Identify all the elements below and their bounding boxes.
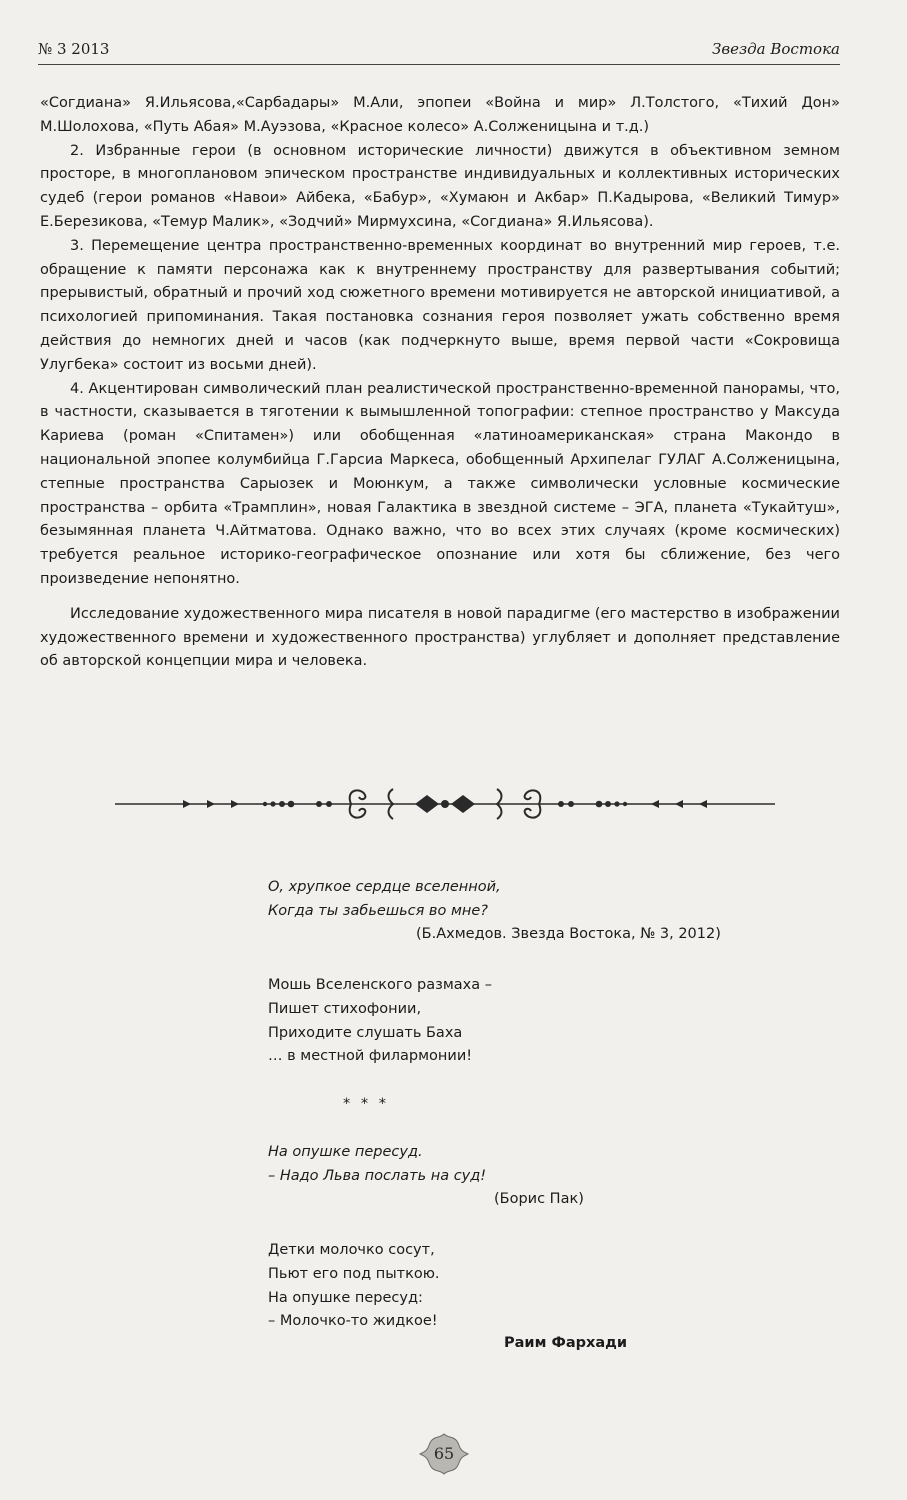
section-separator: * * * — [343, 1096, 389, 1112]
poem-line: На опушке пересуд. — [268, 1144, 423, 1160]
paragraph: Исследование художественного мира писателя в новой парадигме (его мастерство в изображении художественного времени и художественного пространства) углубляет и дополняет представление об авторской концепции мира и человека. — [40, 605, 840, 670]
poem-line: … в местной филармонии! — [268, 1048, 473, 1065]
poem-line: О, хрупкое сердце вселенной, — [268, 879, 501, 895]
poem-line: Детки молочко сосут, — [268, 1242, 435, 1258]
ornamental-divider — [115, 783, 775, 825]
paragraph: 4. Акцентирован символический план реалистической пространственно-временной панорамы, что, в частности, сказывается в тяготении к вымышленной топографии: степное пространство у Максуда Кариева (роман «Спитамен») или обобщенная «латиноамериканская» страна Макондо в национальной эпопее колумбийца Г.Гарсиа Маркеса, обобщенный Архипелаг ГУЛАГ А.Солженицына, степные пространства Сарыозек и Моюнкум, а также символически условные космические пространства – орбита «Трамплин», новая Галактика в звездной системе – ЭГА, планета «Тукайтуш», безымянная планета Ч.Айтматова. Однако важно, что во всех этих случаях (кроме космических) требуется реальное историко-географическое опознание или хотя бы сближение, без чего произведение непонятно. — [40, 380, 840, 587]
poem-author: Раим Фархади — [504, 1335, 628, 1351]
paragraph: 2. Избранные герои (в основном исторические личности) движутся в объективном земном просторе, в многоплановом эпическом пространстве индивидуальных и коллективных исторических судеб (герои романов «Навои» Айбека, «Бабур», «Хумаюн и Акбар» П.Кадырова, «Великий Тимур» Е.Березикова, «Темур Малик», «Зодчий» Мирмухсина, «Согдиана» Я.Ильясова). — [40, 142, 840, 230]
poem-line: Мошь Вселенского размаха – — [268, 977, 492, 993]
poem-line: – Молочко-то жидкое! — [268, 1313, 438, 1330]
poem-line: Когда ты забьешься во мне? — [268, 902, 488, 919]
page-number-text: 65 — [433, 1444, 455, 1463]
poem-line: На опушке пересуд: — [268, 1289, 423, 1306]
issue-number: № 3 2013 — [38, 40, 110, 58]
stanza-source: (Борис Пак) — [494, 1191, 584, 1207]
stanza — [268, 974, 492, 1069]
stanza — [268, 1141, 486, 1189]
running-header — [38, 36, 840, 65]
magazine-title: Звезда Востока — [712, 40, 840, 58]
page-number — [418, 1432, 470, 1476]
epigraph — [268, 876, 788, 924]
poems-section — [268, 876, 788, 1351]
poem-line: Пишет стихофонии, — [268, 1000, 422, 1017]
poem-line: Приходите слушать Баха — [268, 1024, 463, 1041]
article-body — [40, 92, 840, 674]
poem-line: – Надо Льва послать на суд! — [268, 1167, 487, 1184]
paragraph: «Согдиана» Я.Ильясова,«Сарбадары» М.Али, эпопеи «Война и мир» Л.Толстого, «Тихий Дон» М.Шолохова, «Путь Абая» М.Ауэзова, «Красное колесо» А.Солженицына и т.д.) — [40, 95, 840, 135]
paragraph: 3. Перемещение центра пространственно-временных координат во внутренний мир героев, т.е. обращение к памяти персонажа как к внутреннему пространству для развертывания событий; прерывистый, обратный и прочий ход сюжетного времени мотивируется не авторской инициативой, а психологией припоминания. Такая постановка сознания героя позволяет ужать собственно время действия до немногих дней и часов (как подчеркнуто выше, время первой части «Сокровища Улугбека» состоит из восьми дней). — [40, 237, 840, 373]
stanza — [268, 1239, 440, 1334]
epigraph-source: (Б.Ахмедов. Звезда Востока, № 3, 2012) — [416, 926, 721, 942]
poem-line: Пьют его под пыткою. — [268, 1265, 440, 1282]
